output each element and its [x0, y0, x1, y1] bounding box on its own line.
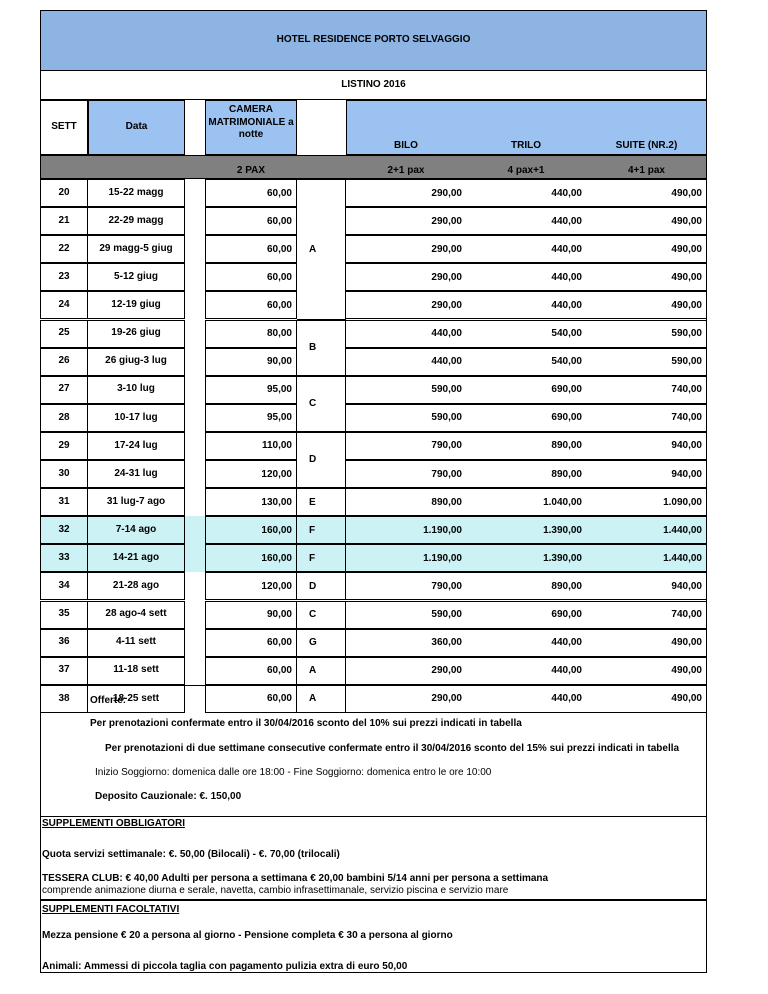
cell-band: A	[297, 657, 346, 685]
cell-bilo: 1.190,00	[346, 544, 466, 572]
table-right-border	[706, 179, 707, 713]
cell-camera: 95,00	[205, 404, 297, 432]
cell-camera: 60,00	[205, 657, 297, 685]
cell-bilo: 290,00	[346, 207, 466, 235]
cell-camera: 120,00	[205, 460, 297, 488]
cell-sett: 29	[40, 432, 88, 460]
cell-sett: 32	[40, 516, 88, 544]
col-header-suite: SUITE (NR.2)	[615, 139, 678, 151]
cell-camera: 60,00	[205, 685, 297, 713]
cell-trilo: 690,00	[466, 404, 586, 432]
cell-trilo: 890,00	[466, 460, 586, 488]
cell-sett: 28	[40, 404, 88, 432]
cell-camera: 60,00	[205, 179, 297, 207]
cell-suite: 940,00	[586, 432, 707, 460]
cell-data: 11-18 sett	[88, 657, 185, 685]
cell-camera: 60,00	[205, 235, 297, 263]
band-merged-cell: A	[297, 179, 346, 320]
cell-band: F	[297, 516, 346, 544]
cell-trilo: 440,00	[466, 235, 586, 263]
cell-bilo: 590,00	[346, 404, 466, 432]
cell-suite: 740,00	[586, 404, 707, 432]
cell-suite: 490,00	[586, 263, 707, 291]
cell-suite: 740,00	[586, 376, 707, 404]
capacity-camera: 2 PAX	[236, 165, 266, 177]
cell-trilo: 890,00	[466, 432, 586, 460]
cell-data: 22-29 magg	[88, 207, 185, 235]
cell-camera: 60,00	[205, 263, 297, 291]
cell-trilo: 690,00	[466, 601, 586, 629]
cell-camera: 80,00	[205, 320, 297, 348]
cell-band: G	[297, 629, 346, 657]
offer-10-percent: Per prenotazioni confermate entro il 30/04/2016 sconto del 10% sui prezzi indicati in tabella	[90, 718, 522, 729]
cell-camera: 60,00	[205, 207, 297, 235]
cell-bilo: 1.190,00	[346, 516, 466, 544]
cell-bilo: 290,00	[346, 685, 466, 713]
cell-trilo: 440,00	[466, 263, 586, 291]
cell-bilo: 360,00	[346, 629, 466, 657]
cell-suite: 1.090,00	[586, 488, 707, 516]
cell-data: 26 giug-3 lug	[88, 348, 185, 376]
cell-sett: 25	[40, 320, 88, 348]
deposito-cauzionale: Deposito Cauzionale: €. 150,00	[95, 791, 242, 802]
cell-trilo: 690,00	[466, 376, 586, 404]
capacity-bilo: 2+1 pax	[387, 165, 425, 177]
cell-bilo: 590,00	[346, 601, 466, 629]
cell-band: C	[297, 601, 346, 629]
cell-suite: 1.440,00	[586, 516, 707, 544]
cell-camera: 160,00	[205, 544, 297, 572]
cell-suite: 490,00	[586, 235, 707, 263]
cell-sett: 23	[40, 263, 88, 291]
cell-bilo: 290,00	[346, 235, 466, 263]
listino-cell	[40, 70, 707, 100]
cell-data: 3-10 lug	[88, 376, 185, 404]
listino-title: LISTINO 2016	[341, 78, 406, 90]
cell-data: 15-22 magg	[88, 179, 185, 207]
cell-data: 4-11 sett	[88, 629, 185, 657]
cell-sett: 27	[40, 376, 88, 404]
cell-camera: 60,00	[205, 291, 297, 319]
col-header-data: Data	[125, 121, 148, 133]
cell-bilo: 290,00	[346, 263, 466, 291]
cell-camera: 130,00	[205, 488, 297, 516]
cell-trilo: 440,00	[466, 629, 586, 657]
cell-data: 18-25 sett	[88, 685, 185, 713]
band-merged-cell: B	[297, 320, 346, 376]
cell-bilo: 440,00	[346, 320, 466, 348]
cell-suite: 490,00	[586, 179, 707, 207]
cell-data: 14-21 ago	[88, 544, 185, 572]
cell-band: F	[297, 544, 346, 572]
tessera-club: TESSERA CLUB: € 40,00 Adulti per persona a settimana € 20,00 bambini 5/14 anni per persona a settimana	[42, 873, 549, 884]
cell-data: 31 lug-7 ago	[88, 488, 185, 516]
cell-trilo: 890,00	[466, 572, 586, 600]
cell-data: 28 ago-4 sett	[88, 601, 185, 629]
cell-trilo: 440,00	[466, 291, 586, 319]
cell-trilo: 540,00	[466, 348, 586, 376]
cell-trilo: 440,00	[466, 207, 586, 235]
cell-sett: 30	[40, 460, 88, 488]
cell-suite: 1.440,00	[586, 544, 707, 572]
cell-camera: 60,00	[205, 629, 297, 657]
cell-sett: 34	[40, 572, 88, 600]
cell-camera: 95,00	[205, 376, 297, 404]
cell-bilo: 440,00	[346, 348, 466, 376]
supplementi-facoltativi-title: SUPPLEMENTI FACOLTATIVI	[42, 904, 180, 915]
cell-data: 10-17 lug	[88, 404, 185, 432]
offer-15-percent: Per prenotazioni di due settimane consecutive confermate entro il 30/04/2016 sconto del 15% sui prezzi indicati in tabella	[105, 743, 680, 754]
cell-bilo: 290,00	[346, 291, 466, 319]
cell-bilo: 790,00	[346, 460, 466, 488]
cell-sett: 38	[40, 685, 88, 713]
band-merged-cell: D	[297, 432, 346, 488]
cell-bilo: 290,00	[346, 657, 466, 685]
cell-bilo: 790,00	[346, 572, 466, 600]
cell-bilo: 790,00	[346, 432, 466, 460]
cell-trilo: 440,00	[466, 179, 586, 207]
col-header-trilo: TRILO	[511, 139, 541, 151]
cell-sett: 33	[40, 544, 88, 572]
cell-sett: 31	[40, 488, 88, 516]
quota-servizi: Quota servizi settimanale: €. 50,00 (Bilocali) - €. 70,00 (trilocali)	[42, 849, 340, 860]
cell-suite: 490,00	[586, 207, 707, 235]
cell-data: 19-26 giug	[88, 320, 185, 348]
capacity-suite: 4+1 pax	[628, 165, 665, 177]
cell-data: 21-28 ago	[88, 572, 185, 600]
cell-suite: 590,00	[586, 348, 707, 376]
cell-sett: 24	[40, 291, 88, 319]
animali: Animali: Ammessi di piccola taglia con pagamento pulizia extra di euro 50,00	[42, 961, 408, 972]
hotel-title-cell	[40, 10, 707, 71]
cell-sett: 22	[40, 235, 88, 263]
col-header-bilo: BILO	[394, 139, 418, 151]
soggiorno-times: Inizio Soggiorno: domenica dalle ore 18:00 - Fine Soggiorno: domenica entro le ore 10:00	[95, 767, 492, 778]
offerte-title: Offerte:	[90, 695, 127, 706]
cell-band: A	[297, 685, 346, 713]
cell-camera: 90,00	[205, 601, 297, 629]
cell-suite: 940,00	[586, 460, 707, 488]
cell-band: E	[297, 488, 346, 516]
cell-data: 12-19 giug	[88, 291, 185, 319]
cell-bilo: 290,00	[346, 179, 466, 207]
cell-suite: 490,00	[586, 629, 707, 657]
cell-suite: 490,00	[586, 685, 707, 713]
cell-sett: 21	[40, 207, 88, 235]
cell-sett: 20	[40, 179, 88, 207]
cell-trilo: 1.390,00	[466, 544, 586, 572]
cell-camera: 110,00	[205, 432, 297, 460]
pensione: Mezza pensione € 20 a persona al giorno - Pensione completa € 30 a persona al giorno	[42, 930, 453, 941]
cell-data: 24-31 lug	[88, 460, 185, 488]
cell-trilo: 440,00	[466, 657, 586, 685]
band-merged-cell: C	[297, 376, 346, 432]
cell-suite: 940,00	[586, 572, 707, 600]
cell-bilo: 890,00	[346, 488, 466, 516]
cell-data: 7-14 ago	[88, 516, 185, 544]
tessera-club-detail: comprende animazione diurna e serale, navetta, cambio infrasettimanale, servizio piscina e servizio mare	[42, 885, 509, 896]
cell-sett: 37	[40, 657, 88, 685]
cell-sett: 36	[40, 629, 88, 657]
cell-sett: 26	[40, 348, 88, 376]
cell-camera: 120,00	[205, 572, 297, 600]
cell-data: 5-12 giug	[88, 263, 185, 291]
cell-trilo: 440,00	[466, 685, 586, 713]
cell-trilo: 1.040,00	[466, 488, 586, 516]
cell-suite: 490,00	[586, 291, 707, 319]
cell-suite: 740,00	[586, 601, 707, 629]
col-header-camera: CAMERA MATRIMONIALE a notte	[208, 104, 294, 140]
cell-trilo: 540,00	[466, 320, 586, 348]
hotel-title: HOTEL RESIDENCE PORTO SELVAGGIO	[276, 34, 471, 46]
cell-camera: 160,00	[205, 516, 297, 544]
col-header-sett: SETT	[51, 121, 77, 133]
cell-trilo: 1.390,00	[466, 516, 586, 544]
cell-data: 17-24 lug	[88, 432, 185, 460]
cell-band: D	[297, 572, 346, 600]
cell-sett: 35	[40, 601, 88, 629]
cell-data: 29 magg-5 giug	[88, 235, 185, 263]
cell-camera: 90,00	[205, 348, 297, 376]
cell-suite: 590,00	[586, 320, 707, 348]
capacity-trilo: 4 pax+1	[507, 165, 545, 177]
cell-bilo: 590,00	[346, 376, 466, 404]
supplementi-obbligatori-title: SUPPLEMENTI OBBLIGATORI	[42, 818, 185, 829]
cell-suite: 490,00	[586, 657, 707, 685]
